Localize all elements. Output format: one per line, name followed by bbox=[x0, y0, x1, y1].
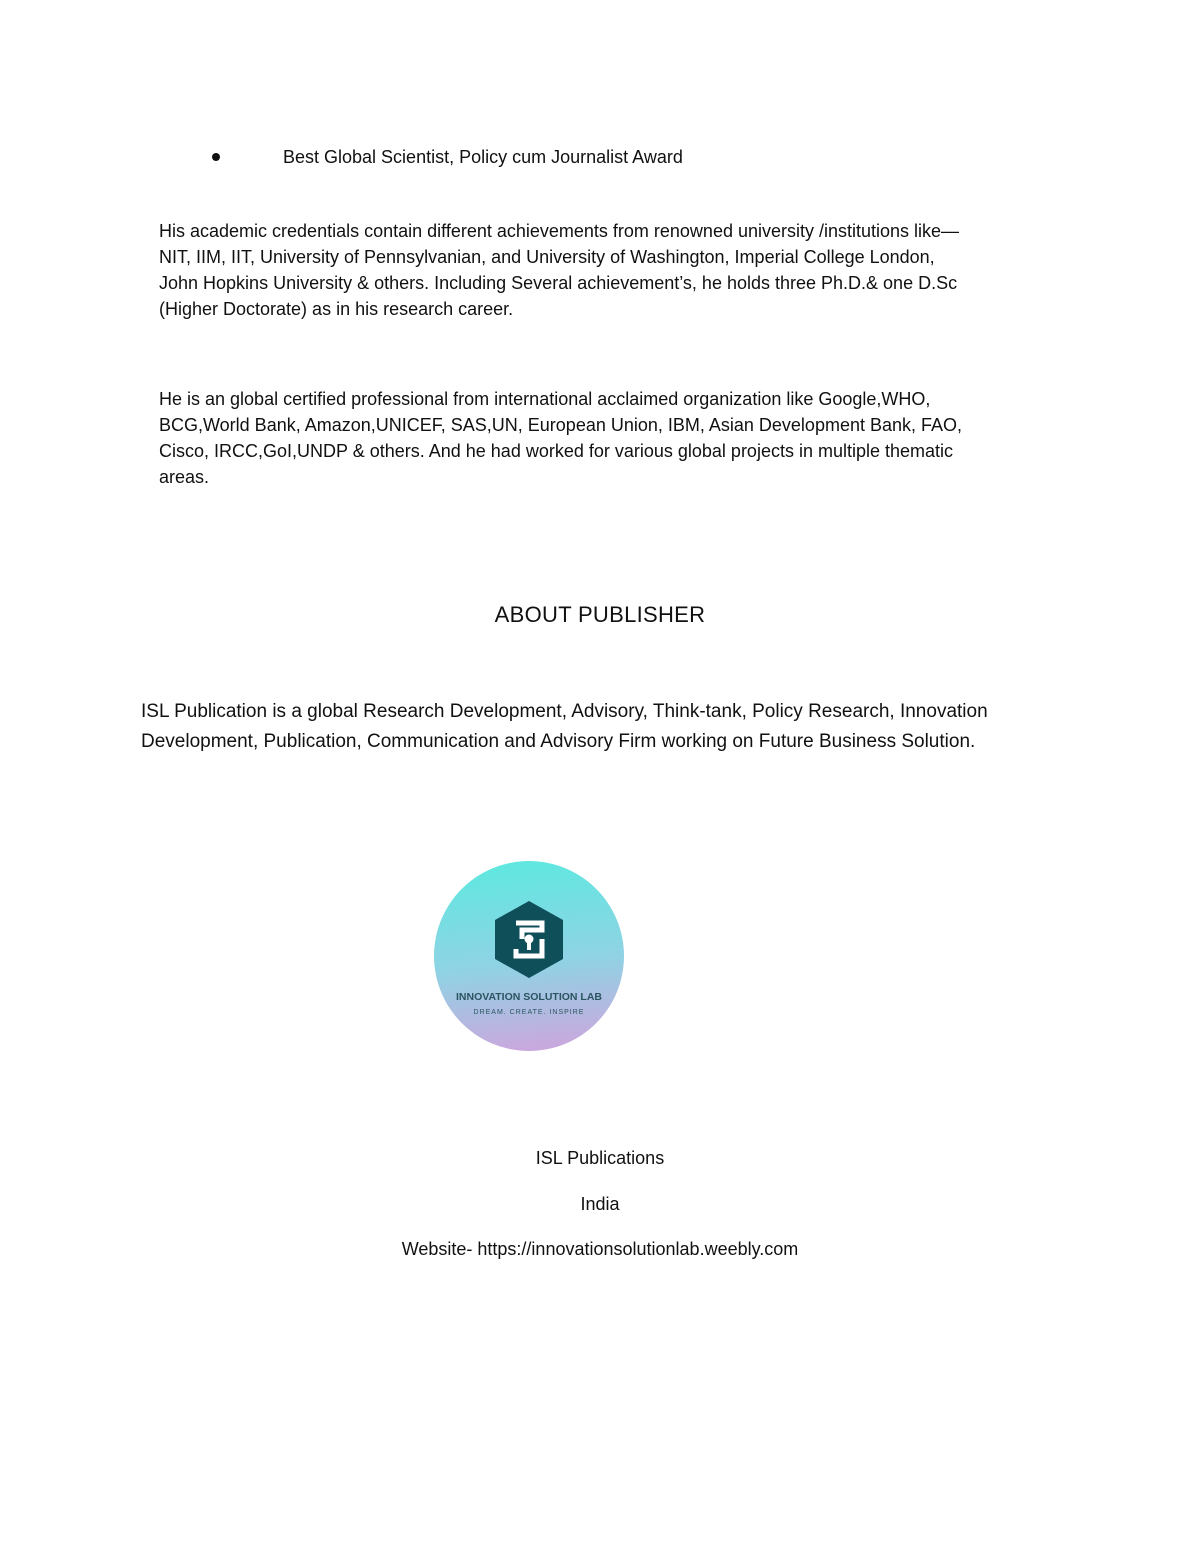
award-text: Best Global Scientist, Policy cum Journalist Award bbox=[283, 147, 683, 167]
logo-name-text: INNOVATION SOLUTION LAB bbox=[455, 991, 603, 1003]
logo-tagline-text: DREAM. CREATE. INSPIRE bbox=[473, 1009, 585, 1016]
publisher-description: ISL Publication is a global Research Development, Advisory, Think-tank, Policy Research, Innovation Development, Publication, Communication and Advisory Firm working on Future Business Solution. bbox=[141, 701, 988, 752]
publisher-website: Website- https://innovationsolutionlab.weebly.com bbox=[401, 1239, 799, 1259]
publisher-name: ISL Publications bbox=[535, 1148, 665, 1168]
bullet-icon bbox=[212, 153, 220, 161]
credentials-paragraph: His academic credentials contain different achievements from renowned university /institutions like— NIT, IIM, IIT, University of Pennsylvanian, and University of Washington, Imperial College London, John Hopkins University & others. Including Several achievement’s, he holds three Ph.D.& one D.Sc (Higher Doctorate) as in his research career. bbox=[159, 221, 960, 319]
award-list-item bbox=[208, 144, 1008, 170]
publisher-country: India bbox=[580, 1194, 620, 1214]
about-publisher-heading: ABOUT PUBLISHER bbox=[494, 602, 706, 627]
certifications-paragraph: He is an global certified professional from international acclaimed organization like Google,WHO, BCG,World Bank, Amazon,UNICEF, SAS,UN, European Union, IBM, Asian Development Bank, FAO, Cisco, IRCC,GoI,UNDP & others. And he had worked for various global projects in multiple thematic areas. bbox=[159, 389, 963, 487]
innovation-solution-lab-logo bbox=[434, 861, 624, 1051]
